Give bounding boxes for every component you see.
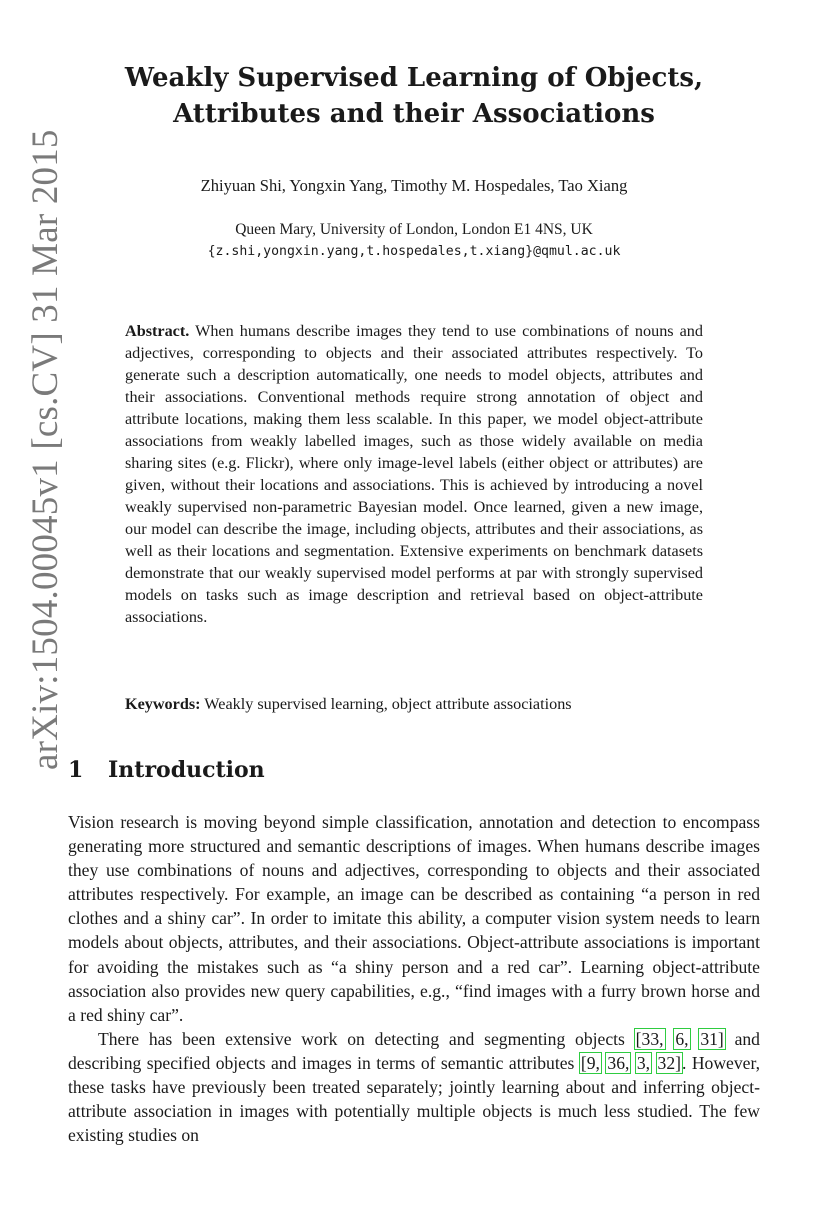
paragraph-2 (68, 1027, 760, 1147)
citation-link[interactable]: 32] (657, 1052, 681, 1073)
section-number: 1 (68, 757, 84, 783)
keywords-text: Weakly supervised learning, object attribute associations (204, 695, 572, 713)
paper-title (100, 60, 728, 132)
keywords (125, 695, 725, 714)
abstract-text: When humans describe images they tend to use combinations of nouns and adjectives, corresponding to objects and their associated attributes respectively. To generate such a description automatically, one needs to model objects, attributes and their associations. Conventional methods require strong annotation of object and attribute locations, making them less scalable. In this paper, we model object-attribute associations from weakly labelled images, such as those widely available on media sharing sites (e.g. Flickr), where only image-level labels (either object or attributes) are given, without their locations and associations. This is achieved by introducing a novel weakly supervised non-parametric Bayesian model. Once learned, given a new image, our model can describe the image, including objects, attributes and their associations, as well as their locations and segmentation. Extensive experiments on benchmark datasets demonstrate that our weakly supervised model performs at par with strongly supervised models on tasks such as image description and retrieval based on object-attribute associations. (125, 322, 703, 626)
citation-link[interactable]: 6, (675, 1028, 689, 1049)
arxiv-identifier-stamp: arXiv:1504.00045v1 [cs.CV] 31 Mar 2015 (25, 129, 66, 770)
section-title: Introduction (108, 757, 265, 783)
paragraph-2-text-3: . However, these tasks have previously been treated separately; jointly learning about and inferring object-attribute association in images with potentially multiple objects is much less studied. The few existing studies on (68, 1052, 761, 1146)
paragraph-1: Vision research is moving beyond simple classification, annotation and detection to encompass generating more structured and semantic descriptions of images. When humans describe images they use combinations of nouns and adjectives, corresponding to objects and their associated attributes respectively. For example, an image can be described as containing “a person in red clothes and a shiny car”. In order to imitate this ability, a computer vision system needs to learn models about objects, attributes, and their associations. Object-attribute associations is important for avoiding the mistakes such as “a shiny person and a red car”. Learning object-attribute association also provides new query capabilities, e.g., “find images with a furry brown horse and a red shiny car”. (68, 812, 760, 1025)
title-line-2: Attributes and their Associations (173, 99, 655, 129)
affiliation-block (100, 219, 728, 263)
author-list: Zhiyuan Shi, Yongxin Yang, Timothy M. Hospedales, Tao Xiang (200, 176, 628, 195)
section-heading-introduction (68, 757, 265, 783)
citation-link[interactable]: [33, (635, 1028, 664, 1049)
citation-link[interactable]: 3, (636, 1052, 651, 1073)
citation-link[interactable]: [9, (580, 1052, 600, 1073)
citation-link[interactable]: 36, (607, 1052, 630, 1073)
introduction-body (68, 810, 760, 1147)
abstract-label: Abstract. (125, 322, 190, 340)
keywords-label: Keywords: (125, 695, 201, 713)
title-line-1: Weakly Supervised Learning of Objects, (124, 63, 704, 93)
affiliation: Queen Mary, University of London, London E1 4NS, UK (235, 221, 593, 238)
paragraph-2-text-1: There has been extensive work on detecting and segmenting objects (98, 1028, 635, 1049)
author-emails: {z.shi,yongxin.yang,t.hospedales,t.xiang}@qmul.ac.uk (207, 244, 621, 259)
abstract (125, 320, 703, 628)
paragraph-2-text-2: and describing specified objects and images in terms of semantic attributes (68, 1028, 760, 1073)
citation-link[interactable]: 31] (700, 1028, 724, 1049)
